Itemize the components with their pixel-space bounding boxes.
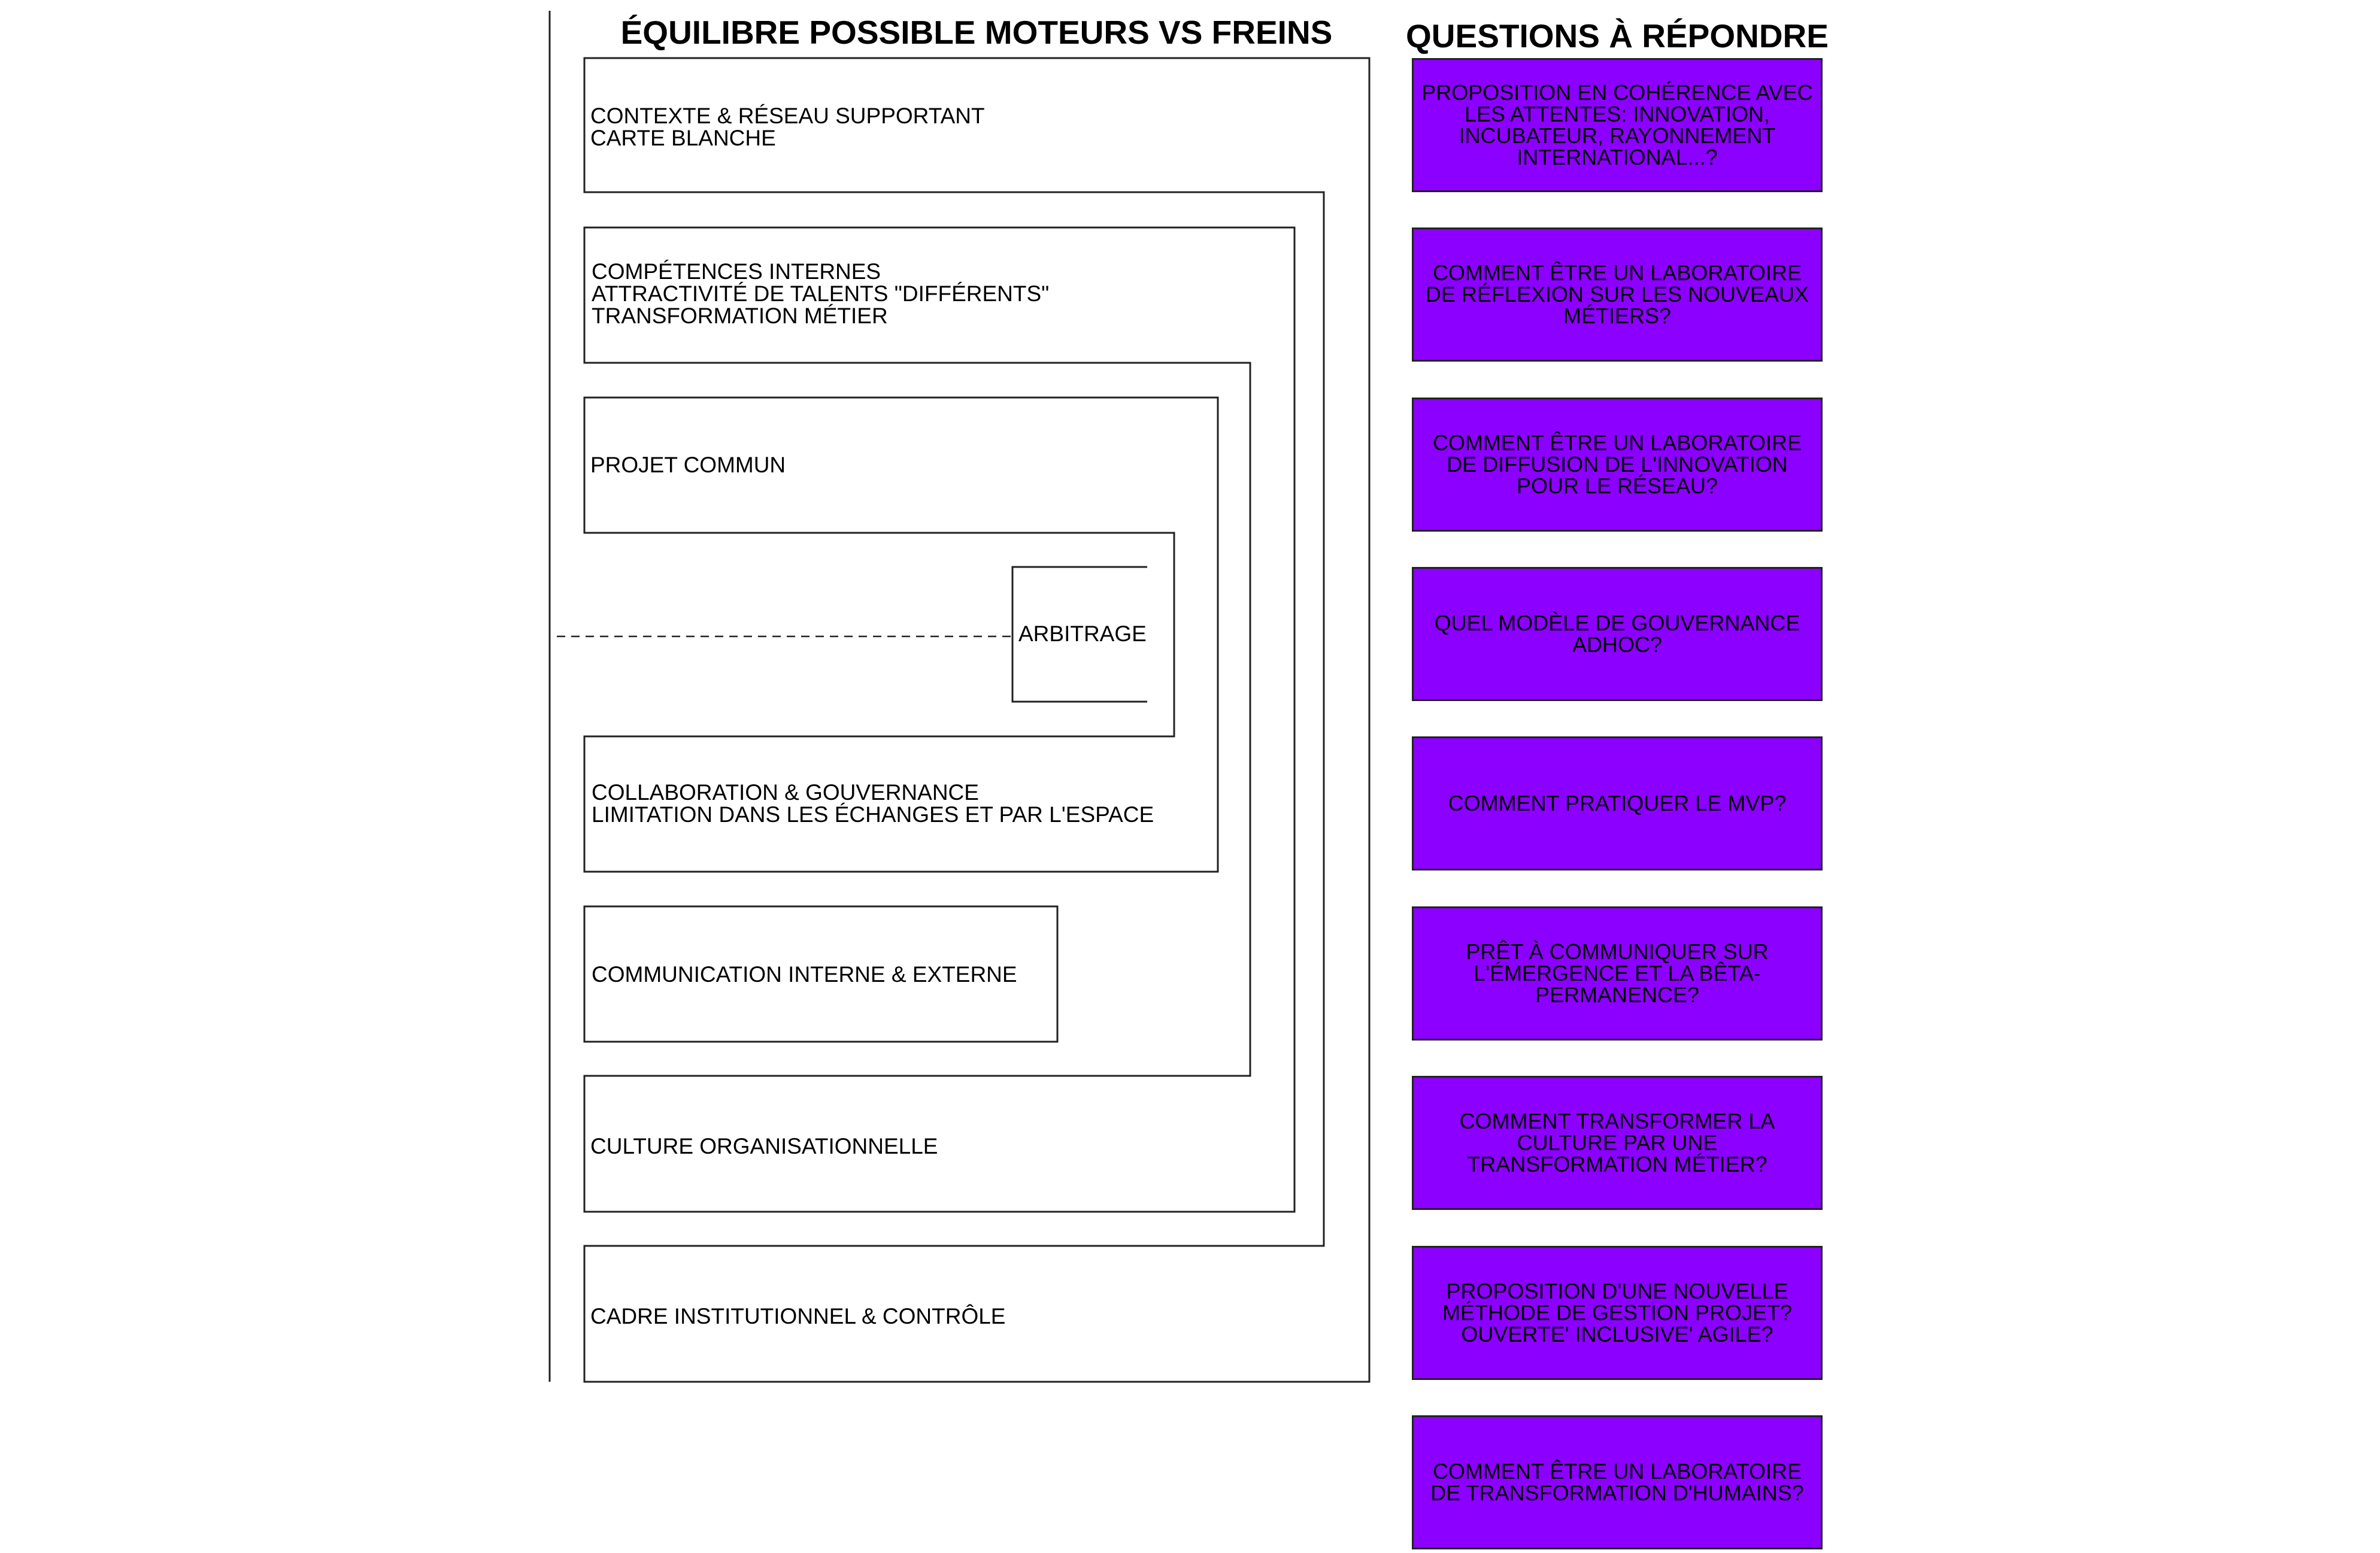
- frame-competences-culture: [584, 228, 1294, 1212]
- question-card: COMMENT PRATIQUER LE MVP?: [1412, 736, 1823, 870]
- question-card: QUEL MODÈLE DE GOUVERNANCE ADHOC?: [1412, 567, 1823, 701]
- label-competences: COMPÉTENCES INTERNES ATTRACTIVITÉ DE TALENTS "DIFFÉRENTS" TRANSFORMATION MÉTIER: [592, 259, 1050, 328]
- label-collaboration: COLLABORATION & GOUVERNANCE LIMITATION DANS LES ÉCHANGES ET PAR L'ESPACE: [592, 780, 1154, 827]
- label-projet: PROJET COMMUN: [590, 453, 786, 477]
- question-card: PROPOSITION D'UNE NOUVELLE MÉTHODE DE GESTION PROJET? OUVERTE' INCLUSIVE' AGILE?: [1412, 1246, 1823, 1380]
- label-arbitrage: ARBITRAGE: [1018, 621, 1147, 646]
- question-card: PROPOSITION EN COHÉRENCE AVEC LES ATTENTES: INNOVATION, INCUBATEUR, RAYONNEMENT INTERNATIONAL...?: [1412, 58, 1823, 192]
- question-card: COMMENT ÊTRE UN LABORATOIRE DE DIFFUSION DE L'INNOVATION POUR LE RÉSEAU?: [1412, 398, 1823, 532]
- question-card: COMMENT ÊTRE UN LABORATOIRE DE TRANSFORMATION D'HUMAINS?: [1412, 1415, 1823, 1549]
- question-card: PRÊT À COMMUNIQUER SUR L'ÉMERGENCE ET LA BÊTA-PERMANENCE?: [1412, 906, 1823, 1041]
- heading-balance: ÉQUILIBRE POSSIBLE MOTEURS VS FREINS: [620, 14, 1333, 51]
- frame-contexte-cadre: [584, 58, 1369, 1382]
- label-contexte: CONTEXTE & RÉSEAU SUPPORTANT CARTE BLANCHE: [590, 104, 985, 150]
- question-card: COMMENT ÊTRE UN LABORATOIRE DE RÉFLEXION SUR LES NOUVEAUX MÉTIERS?: [1412, 228, 1823, 362]
- label-communication: COMMUNICATION INTERNE & EXTERNE: [592, 962, 1017, 987]
- question-card: COMMENT TRANSFORMER LA CULTURE PAR UNE TRANSFORMATION MÉTIER?: [1412, 1076, 1823, 1210]
- label-culture: CULTURE ORGANISATIONNELLE: [590, 1134, 938, 1158]
- heading-questions: QUESTIONS À RÉPONDRE: [1406, 17, 1829, 54]
- label-cadre: CADRE INSTITUTIONNEL & CONTRÔLE: [590, 1304, 1006, 1328]
